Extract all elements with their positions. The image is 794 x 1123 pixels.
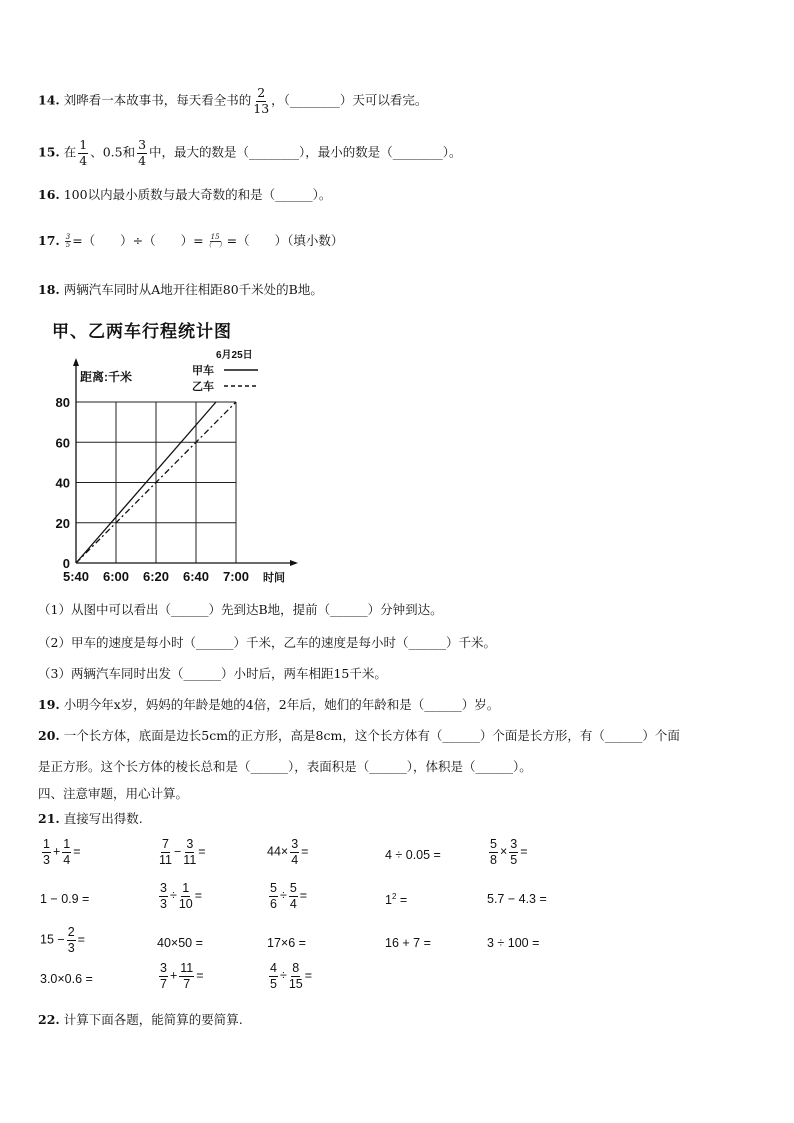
legend-label: 乙车 [192, 381, 214, 393]
fraction: $\frac{1}{4}$ [79, 137, 88, 168]
question-19: 19. 小明今年x岁，妈妈的年龄是她的4倍，2年后，她们的年龄和是（______）岁。 [38, 697, 500, 712]
calc-item: $\frac{1}{3}$ + $\frac{1}{4}$ = [43, 837, 81, 867]
question-18-3: （3）两辆汽车同时出发（______）小时后，两车相距15千米。 [38, 666, 387, 681]
calc-item: $\frac{4}{5}$ ÷ $\frac{8}{15}$ = [270, 961, 313, 991]
calc-item: 16 + 7 = [385, 936, 431, 950]
question-number: 15. [38, 144, 60, 160]
y-axis-arrow [73, 358, 79, 366]
calc-item: $\frac{3}{7}$ + $\frac{11}{7}$ = [160, 961, 204, 991]
fraction: $\frac{11}{7}$ [180, 961, 194, 991]
fraction: $\frac{1}{4}$ [63, 837, 71, 867]
x-tick-label: 6:40 [182, 569, 210, 584]
question-20-line2: 是正方形。这个长方体的棱长总和是（______），表面积是（______），体积是（______）。 [38, 759, 532, 774]
fraction: $\frac{3}{4}$ [138, 137, 147, 168]
question-number: 19. [38, 697, 60, 712]
chart-date: 6月25日 [216, 350, 253, 361]
fraction: $\frac{1}{3}$ [43, 837, 50, 867]
question-18-2: （2）甲车的速度是每小时（______）千米，乙车的速度是每小时（______）千米。 [38, 635, 496, 650]
fraction: $\frac{5}{6}$ [270, 881, 277, 911]
x-tick-label: 7:00 [222, 569, 250, 584]
fraction: $\frac{15}{( )}$ [204, 233, 226, 249]
fraction: $\frac{2}{3}$ [67, 925, 75, 955]
x-tick-label: 6:00 [102, 569, 130, 584]
question-21: 21. 直接写出得数. [38, 811, 143, 826]
chart-title: 甲、乙两车行程统计图 [52, 322, 232, 342]
calc-item: 4 ÷ 0.05 = [385, 848, 441, 862]
fraction: $\frac{5}{8}$ [490, 837, 497, 867]
question-number: 14. [38, 92, 60, 108]
fraction: $\frac{5}{4}$ [289, 881, 297, 911]
question-number: 16. [38, 187, 60, 202]
legend-label: 甲车 [192, 365, 214, 377]
question-20-line1: 20. 一个长方体，底面是边长5cm的正方形，高是8cm，这个长方体有（______）个面是长方形，有（______）个面 [38, 728, 680, 743]
fraction: $\frac{3}{5}$ [65, 233, 71, 249]
y-tick-label: 0 [62, 556, 70, 571]
section-heading: 四、注意审题，用心计算。 [38, 786, 189, 801]
y-tick-label: 80 [55, 395, 70, 410]
y-tick-label: 40 [55, 475, 70, 491]
calc-item: $\frac{5}{8}$ × $\frac{3}{5}$ = [490, 837, 528, 867]
fraction: $\frac{3}{5}$ [510, 837, 518, 867]
question-18-1: （1）从图中可以看出（______）先到达B地，提前（______）分钟到达。 [38, 602, 443, 617]
y-tick-label: 20 [55, 515, 70, 531]
question-22: 22. 计算下面各题，能简算的要简算. [38, 1012, 243, 1027]
fraction: $\frac{3}{3}$ [160, 881, 167, 911]
calc-item: $1^2$ = [385, 892, 408, 908]
calc-item: $\frac{3}{3}$ ÷ $\frac{1}{10}$ = [160, 881, 203, 911]
question-number: 20. [38, 728, 60, 743]
fraction: $\frac{3}{11}$ [183, 837, 197, 867]
x-tick-label: 6:20 [142, 569, 170, 584]
question-17: 17. $\frac{3}{5}$ =（ ）÷（ ）= $\frac{15}{( )}$ =（ ）（填小数） [38, 233, 344, 249]
calc-item: $\frac{7}{11}$ − $\frac{3}{11}$ = [159, 837, 206, 867]
fraction: $\frac{1}{10}$ [178, 881, 193, 911]
question-number: 22. [38, 1012, 60, 1027]
fraction: $\frac{7}{11}$ [159, 837, 172, 867]
x-tick-label: 5:40 [62, 569, 90, 584]
fraction: $\frac{4}{5}$ [270, 961, 277, 991]
calc-item: 15 − $\frac{2}{3}$ = [40, 925, 85, 955]
fraction: $\frac{3}{7}$ [160, 961, 167, 991]
question-18: 18. 两辆汽车同时从A地开往相距80千米处的B地。 [38, 282, 323, 297]
calc-item: 1 − 0.9 = [40, 892, 90, 906]
fraction: $\frac{8}{15}$ [288, 961, 303, 991]
question-number: 17. [38, 233, 60, 248]
question-number: 21. [38, 811, 60, 826]
calc-item: 3 ÷ 100 = [487, 936, 540, 950]
fraction: $\frac{3}{4}$ [291, 837, 299, 867]
question-number: 18. [38, 282, 60, 297]
y-tick-label: 60 [55, 435, 70, 451]
question-15: 15. 在 $\frac{1}{4}$ 、0.5和 $\frac{3}{4}$ 中，最大的数是（________），最小的数是（________）。 [38, 137, 462, 168]
x-axis-label: 时间 [263, 572, 285, 584]
distance-time-chart [40, 340, 310, 590]
calc-item: 44× $\frac{3}{4}$ = [267, 837, 309, 867]
fraction: $\frac{2}{13}$ [253, 85, 270, 116]
calc-item: 5.7 − 4.3 = [487, 892, 547, 906]
calc-item: 17×6 = [267, 936, 306, 950]
calc-item: $\frac{5}{6}$ ÷ $\frac{5}{4}$ = [270, 881, 308, 911]
question-14: 14. 刘晔看一本故事书，每天看全书的 $\frac{2}{13}$ ，（________）天可以看完。 [38, 85, 428, 116]
calc-item: 40×50 = [157, 936, 203, 950]
question-16: 16. 100以内最小质数与最大奇数的和是（______）。 [38, 187, 332, 202]
x-axis-arrow [290, 560, 298, 566]
y-axis-label: 距离:千米 [80, 370, 132, 384]
calc-item: 3.0×0.6 = [40, 972, 93, 986]
